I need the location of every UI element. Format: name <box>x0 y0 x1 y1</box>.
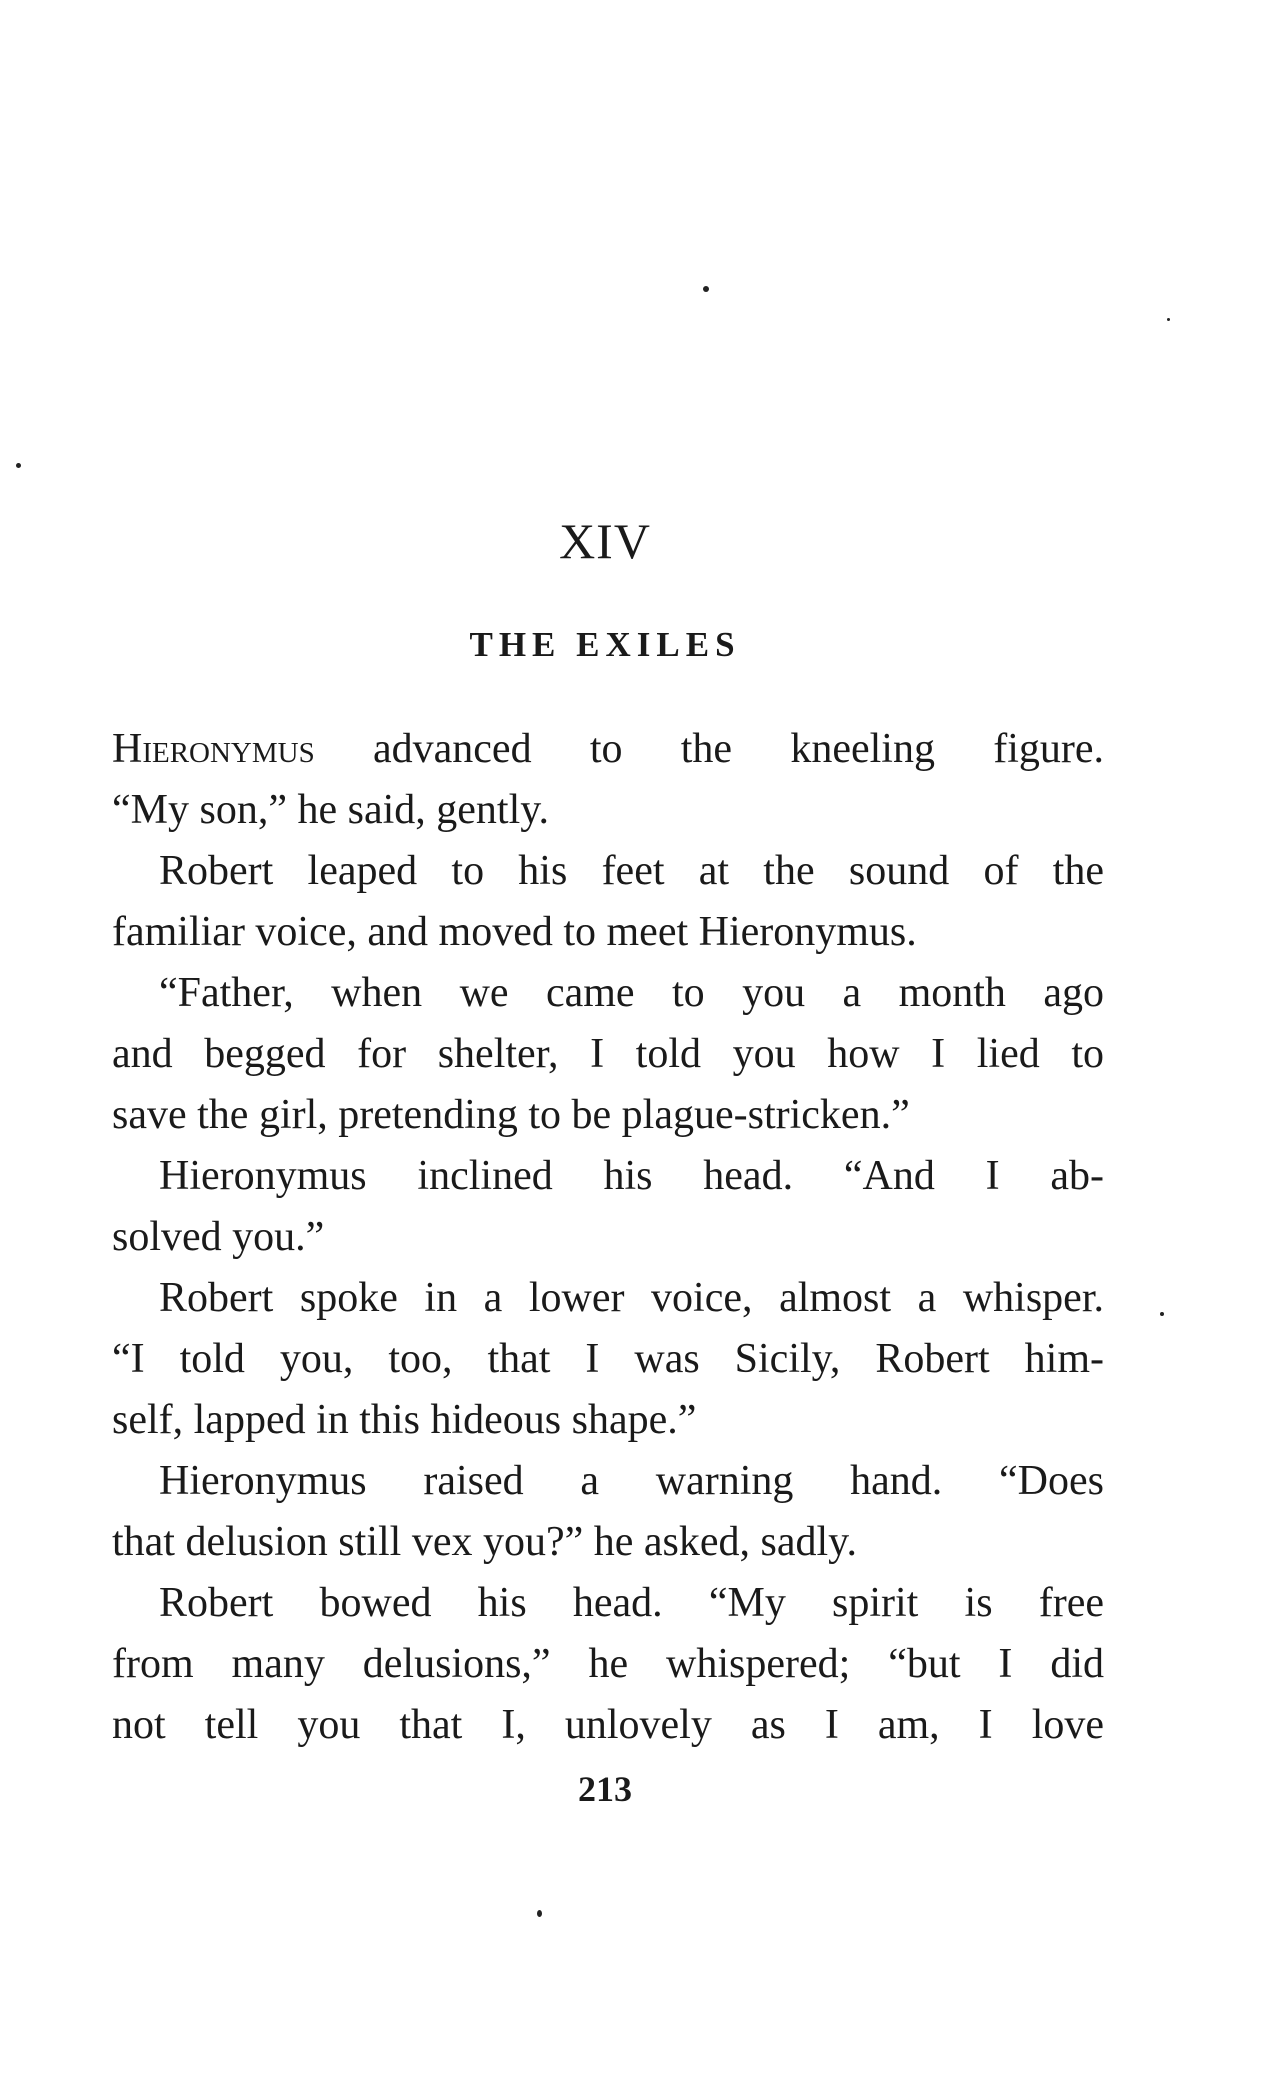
page-number: 213 <box>578 1769 632 1809</box>
body-text <box>112 719 1104 1756</box>
text-line: familiar voice, and moved to meet Hieronymus. <box>112 909 917 955</box>
text-line <box>112 719 1104 780</box>
text-line: from many delusions,” he whispered; “but I did <box>112 1641 1104 1687</box>
text-line: Robert leaped to his feet at the sound of the <box>159 848 1104 894</box>
ink-speck <box>1160 1312 1164 1316</box>
ink-speck <box>16 463 21 468</box>
chapter-title: THE EXILES <box>469 625 741 664</box>
opening-word: Hieronymus <box>112 726 315 772</box>
chapter-number: XIV <box>559 513 651 569</box>
text-line: self, lapped in this hideous shape.” <box>112 1397 697 1443</box>
text-line: Robert bowed his head. “My spirit is free <box>159 1580 1104 1626</box>
text-line-content: advanced to the kneeling figure. <box>314 726 1104 772</box>
ink-speck <box>1167 318 1170 321</box>
text-line: that delusion still vex you?” he asked, sadly. <box>112 1519 857 1565</box>
text-line: Robert spoke in a lower voice, almost a whisper. <box>159 1275 1104 1321</box>
text-line: Hieronymus raised a warning hand. “Does <box>159 1458 1104 1504</box>
text-line: and begged for shelter, I told you how I lied to <box>112 1031 1104 1077</box>
text-line: Hieronymus inclined his head. “And I ab- <box>159 1153 1104 1199</box>
ink-speck <box>703 286 709 292</box>
text-line: “My son,” he said, gently. <box>112 787 550 833</box>
text-line: solved you.” <box>112 1214 325 1260</box>
text-line: “I told you, too, that I was Sicily, Robert him- <box>112 1336 1104 1382</box>
text-line: save the girl, pretending to be plague-stricken.” <box>112 1092 910 1138</box>
text-line: “Father, when we came to you a month ago <box>159 970 1104 1016</box>
text-line: not tell you that I, unlovely as I am, I love <box>112 1702 1104 1748</box>
ink-speck <box>537 1910 542 1917</box>
